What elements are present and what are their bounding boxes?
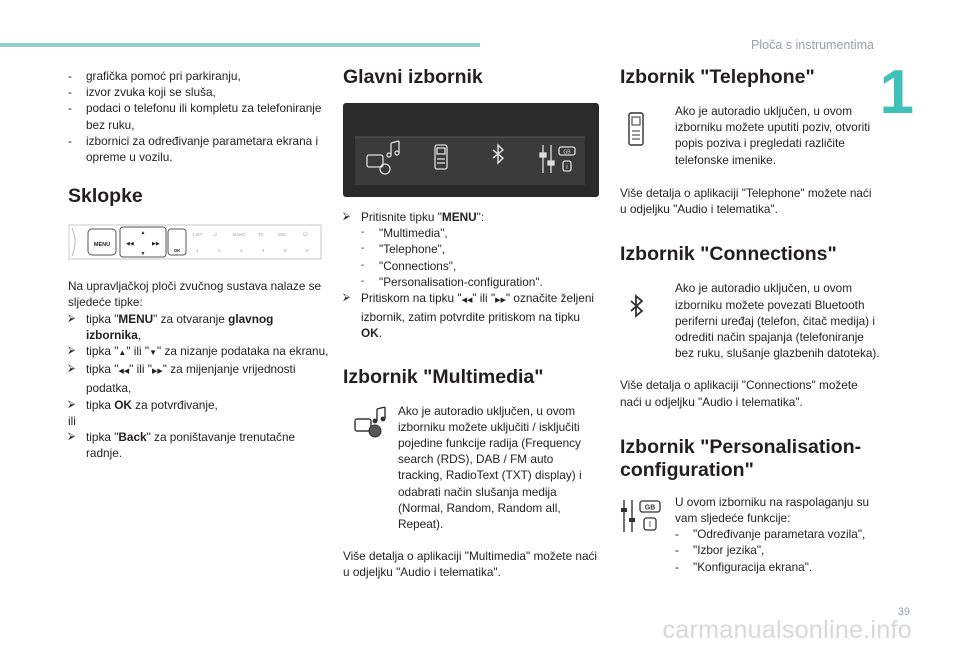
settings-sliders-icon [620, 498, 662, 534]
list-item: ⮚ Pritisnite tipku "MENU": - "Multimedia", - "Telephone", - "Connections", - "Personalisation-configuration". [343, 209, 599, 290]
list-item: ⮚ tipka "MENU" za otvaranje glavnog izbornika, [68, 311, 274, 342]
arrow-right-bullet-icon: ⮚ [343, 211, 351, 222]
panel-ta-label: TA [258, 232, 264, 238]
panel-ok-label: OK [173, 248, 181, 254]
section-title-personalisation: Izbornik "Personalisation- configuration" [620, 435, 862, 481]
list-item: - "Multimedia", [361, 226, 448, 241]
watermark: carmanualsonline.info [662, 616, 912, 644]
personalisation-items [675, 526, 880, 575]
list-item: - "Connections", [361, 258, 457, 273]
multimedia-more: Više detalja o aplikaciji "Multimedia" možete naći u odjeljku "Audio i telematika". [343, 549, 598, 580]
section-title-sklopke: Sklopke [68, 185, 143, 208]
down-arrow-icon: ▼ [149, 348, 158, 358]
main-menu-items [361, 225, 599, 290]
list-item: - izbornici za određivanje parametara ekrana i opreme u vozilu. [68, 133, 319, 165]
controls-list-back [68, 429, 330, 461]
telephone-text: Ako je autoradio uključen, u ovom izborniku možete uputiti poziv, otvoriti popis poziva i pregledati različite telefonske imenike. [675, 104, 871, 167]
arrow-right-bullet-icon: ⮚ [68, 398, 76, 410]
column-left [68, 68, 330, 461]
list-item: - "Telephone", [361, 242, 446, 257]
panel-mic-label: MIC [278, 232, 287, 238]
list-item: ⮚ tipka "Back" za poništavanje trenutačne radnje. [68, 430, 296, 461]
right-arrows-icon: ▶▶ [151, 368, 163, 376]
page-header-title: Ploča s instrumentima [751, 38, 874, 52]
bluetooth-icon [628, 294, 646, 320]
svg-text:⏻: ⏻ [303, 232, 308, 239]
controls-description: Na upravljačkoj ploči zvučnog sustava nalaze se sljedeće tipke: [68, 279, 322, 310]
left-arrows-icon: ◀◀ [118, 368, 130, 376]
list-item: - "Personalisation-configuration". [361, 274, 543, 289]
connections-more: Više detalja o aplikaciji "Connections" možete naći u odjeljku "Audio i telematika". [620, 378, 858, 409]
panel-preset-4: 4 [262, 248, 265, 254]
multimedia-icon [353, 405, 387, 439]
svg-text:I: I [566, 165, 568, 171]
svg-text:◀◀: ◀◀ [126, 241, 134, 248]
svg-text:GB: GB [563, 149, 571, 156]
header-accent-bar [0, 43, 480, 47]
multimedia-text: Ako je autoradio uključen, u ovom izborniku možete uključiti / isključiti pojedine funkcije radija (Frequency search (RDS), DAB / FM auto tracking, RadioText (TXT) display) i odabrati način slušanja medija (Normal, Random, Random all, Repeat). [398, 403, 582, 532]
svg-text:▼: ▼ [140, 251, 146, 258]
personalisation-block [620, 494, 880, 575]
section-title-multimedia: Izbornik "Multimedia" [343, 365, 544, 388]
svg-text:♫: ♫ [213, 232, 218, 239]
telephone-block [620, 103, 880, 169]
list-item: - grafička pomoć pri parkiranju, [68, 69, 241, 83]
arrow-right-bullet-icon: ⮚ [68, 363, 76, 375]
panel-band-label: BAND [233, 232, 246, 238]
connections-text: Ako je autoradio uključen, u ovom izborniku možete povezati Bluetooth periferni uređaj (telefon, čitač medija) i odrediti način spajanja (telefoniranje bez ruku, slušanje glazbenih datoteka). [675, 281, 880, 361]
panel-preset-5: 5 [284, 248, 287, 254]
column-right [620, 66, 880, 575]
left-arrows-icon: ◀◀ [461, 297, 473, 305]
svg-text:▲: ▲ [140, 230, 146, 237]
list-item: - "Konfiguracija ekrana". [675, 559, 813, 574]
arrow-right-bullet-icon: ⮚ [68, 431, 76, 443]
list-item: - "Određivanje parametara vozila", [675, 527, 866, 542]
svg-text:▶▶: ▶▶ [152, 241, 160, 248]
svg-text:GB: GB [644, 504, 656, 512]
chapter-number: 1 [879, 58, 914, 127]
up-arrow-icon: ▲ [118, 348, 127, 358]
ili-text: ili [68, 413, 76, 428]
main-menu-steps [343, 209, 599, 342]
list-item: ⮚ tipka OK za potvrđivanje, [68, 397, 218, 412]
right-arrows-icon: ▶▶ [495, 297, 506, 305]
panel-menu-label: MENU [93, 242, 111, 249]
panel-list-label: LIST [193, 232, 203, 238]
connections-block [620, 280, 880, 361]
list-item: ⮚ tipka "▲" ili "▼" za nizanje podataka na ekranu, [68, 344, 329, 359]
column-middle [343, 66, 599, 581]
main-menu-icons [343, 103, 599, 197]
main-menu-screen [343, 103, 599, 197]
phone-icon [626, 111, 646, 147]
arrow-right-bullet-icon: ⮚ [68, 345, 76, 357]
panel-preset-2: 2 [218, 248, 221, 254]
telephone-more: Više detalja o aplikaciji "Telephone" možete naći u odjeljku "Audio i telematika". [620, 186, 872, 217]
section-title-glavni: Glavni izbornik [343, 66, 483, 88]
arrow-right-bullet-icon: ⮚ [343, 292, 351, 304]
list-item: - izvor zvuka koji se sluša, [68, 85, 216, 100]
section-title-telephone: Izbornik "Telephone" [620, 66, 815, 88]
intro-list [68, 68, 330, 165]
list-item: - podaci o telefonu ili kompletu za telefoniranje bez ruku, [68, 101, 322, 132]
page-number: 39 [897, 606, 910, 618]
panel-preset-1: 1 [196, 248, 199, 254]
list-item: ⮚ Pritiskom na tipku "◀◀" ili "▶▶" označite željeni izbornik, zatim potvrdite pritiskom na tipku OK. [343, 291, 595, 341]
list-item: ⮚ tipka "◀◀" ili "▶▶" za mijenjanje vrijednosti podatka, [68, 362, 296, 396]
section-title-connections: Izbornik "Connections" [620, 243, 837, 266]
svg-text:I: I [648, 519, 652, 529]
control-panel-illustration [68, 224, 322, 260]
multimedia-block [343, 403, 599, 533]
panel-preset-6: 6 [306, 248, 309, 254]
control-panel-drawing [68, 224, 322, 260]
personalisation-text: U ovom izborniku na raspolaganju su vam sljedeće funkcije: [675, 494, 870, 526]
controls-list [68, 311, 330, 413]
list-item: - "Izbor jezika", [675, 543, 765, 558]
arrow-right-bullet-icon: ⮚ [68, 312, 76, 324]
panel-preset-3: 3 [240, 248, 243, 254]
